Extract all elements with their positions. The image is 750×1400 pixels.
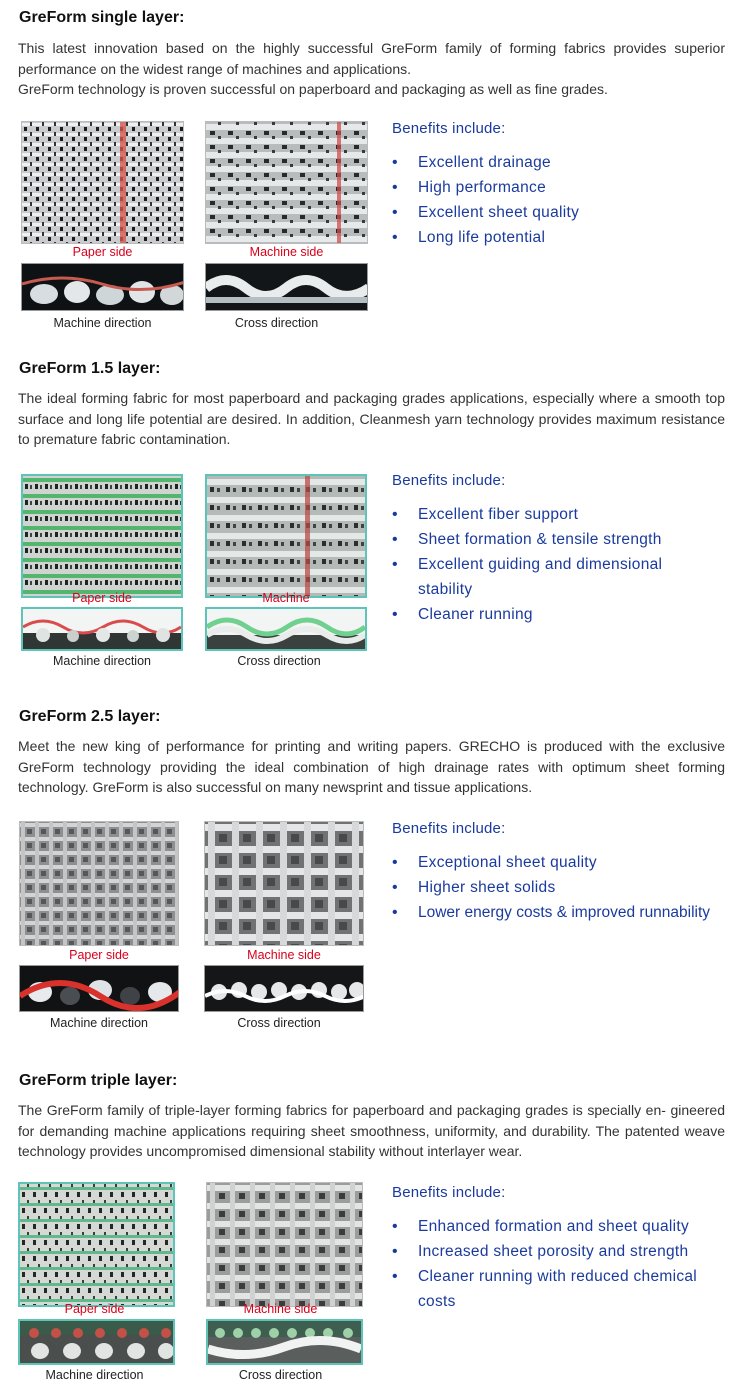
description-paragraph: The GreForm family of triple-layer forming fabrics for paperboard and packaging grades is specially en- gineered for demanding machine applications requiring sheet smoothness, uniformity, and durability. The patented weave technology provides uncompromised dimensional stability without interlayer wear. [18, 1102, 725, 1159]
benefit-item: • Sheet formation & tensile strength [392, 527, 692, 552]
section-description [18, 38, 725, 100]
caption-paper-side: Paper side [72, 591, 132, 605]
caption-cross-direction: Cross direction [237, 1016, 321, 1030]
machine-image [205, 474, 367, 598]
section-title: GreForm triple layer: [19, 1072, 178, 1089]
benefits-list [392, 1184, 732, 1314]
benefit-item: • Enhanced formation and sheet quality [392, 1214, 732, 1239]
caption-machine-direction: Machine direction [53, 654, 151, 668]
benefits-heading: Benefits include: [392, 820, 506, 837]
caption-machine-side: Machine side [247, 948, 321, 962]
paper-side-image [18, 1182, 175, 1307]
section-description [18, 1100, 725, 1162]
benefits-list [392, 472, 692, 627]
bullet-icon: • [392, 531, 398, 548]
machine-side-image [206, 1182, 363, 1307]
description-paragraph: This latest innovation based on the highly successful GreForm family of forming fabrics provides superior performance on the widest range of machines and applications. [18, 40, 725, 77]
section-title: GreForm 2.5 layer: [19, 708, 161, 725]
machine-side-image [205, 121, 368, 244]
section-description [18, 736, 725, 798]
machine-direction-image [18, 1319, 175, 1365]
bullet-icon: • [392, 229, 398, 246]
bullet-icon: • [392, 854, 398, 871]
section-single-layer [0, 9, 750, 339]
bullet-icon: • [392, 606, 398, 623]
bullet-icon: • [392, 204, 398, 221]
caption-machine-direction: Machine direction [53, 316, 152, 330]
section-title: GreForm 1.5 layer: [19, 360, 161, 377]
bullet-icon: • [392, 1218, 398, 1235]
bullet-icon: • [392, 904, 398, 921]
paper-side-image [21, 474, 183, 598]
bullet-icon: • [392, 506, 398, 523]
machine-direction-image [21, 263, 184, 311]
machine-direction-image [21, 607, 183, 651]
benefit-item: • Excellent sheet quality [392, 200, 579, 225]
bullet-icon: • [392, 179, 398, 196]
benefit-item: • Higher sheet solids [392, 875, 742, 900]
bullet-icon: • [392, 556, 398, 573]
section-triple-layer [0, 1072, 750, 1400]
bullet-icon: • [392, 1243, 398, 1260]
benefit-item: • High performance [392, 175, 579, 200]
description-paragraph: The ideal forming fabric for most paperboard and packaging grades applications, especially where a smooth top surface and long life potential are desired. In addition, Cleanmesh yarn technology provides maximum resistance to premature fabric contamination. [18, 390, 725, 447]
machine-side-image [204, 821, 364, 946]
description-paragraph: Meet the new king of performance for printing and writing papers. GRECHO is produced with the exclusive GreForm technology providing the ideal combination of high drainage rates with optimum sheet forming technology. GreForm is also successful on many newsprint and tissue applications. [18, 738, 725, 795]
caption-cross-direction: Cross direction [238, 1368, 323, 1382]
machine-direction-image [19, 965, 179, 1012]
benefit-item: • Increased sheet porosity and strength [392, 1239, 732, 1264]
caption-cross-direction: Cross direction [234, 316, 319, 330]
benefit-item: • Excellent drainage [392, 150, 579, 175]
cross-direction-image [205, 263, 368, 311]
caption-paper-side: Paper side [64, 1302, 125, 1316]
benefits-heading: Benefits include: [392, 472, 506, 489]
section-2-5-layer [0, 708, 750, 1038]
caption-machine-direction: Machine direction [50, 1016, 148, 1030]
section-1-5-layer [0, 360, 750, 690]
caption-paper-side: Paper side [72, 245, 133, 259]
cross-direction-image [204, 965, 364, 1012]
description-paragraph: GreForm technology is proven successful on paperboard and packaging as well as fine grades. [18, 81, 608, 97]
paper-side-image [19, 821, 179, 946]
section-description [18, 388, 725, 450]
caption-machine-side: Machine side [249, 245, 324, 259]
benefit-item: • Long life potential [392, 225, 579, 250]
benefit-item: • Excellent fiber support [392, 502, 692, 527]
benefit-item: • Excellent guiding and dimensional stability [392, 552, 692, 602]
paper-side-image [21, 121, 184, 244]
caption-machine: Machine [262, 591, 310, 605]
caption-paper-side: Paper side [69, 948, 129, 962]
benefit-item: • Cleaner running [392, 602, 692, 627]
cross-direction-image [205, 607, 367, 651]
bullet-icon: • [392, 1268, 398, 1285]
section-title: GreForm single layer: [19, 9, 185, 26]
caption-machine-direction: Machine direction [45, 1368, 144, 1382]
cross-direction-image [206, 1319, 363, 1365]
benefits-list [392, 120, 579, 250]
benefit-item: • Lower energy costs & improved runnability [392, 900, 742, 925]
benefits-list [392, 820, 742, 925]
caption-machine-side: Machine side [243, 1302, 318, 1316]
bullet-icon: • [392, 879, 398, 896]
caption-cross-direction: Cross direction [237, 654, 321, 668]
bullet-icon: • [392, 154, 398, 171]
benefits-heading: Benefits include: [392, 1184, 506, 1201]
benefit-item: • Exceptional sheet quality [392, 850, 742, 875]
benefit-item: • Cleaner running with reduced chemical costs [392, 1264, 732, 1314]
benefits-heading: Benefits include: [392, 120, 506, 137]
